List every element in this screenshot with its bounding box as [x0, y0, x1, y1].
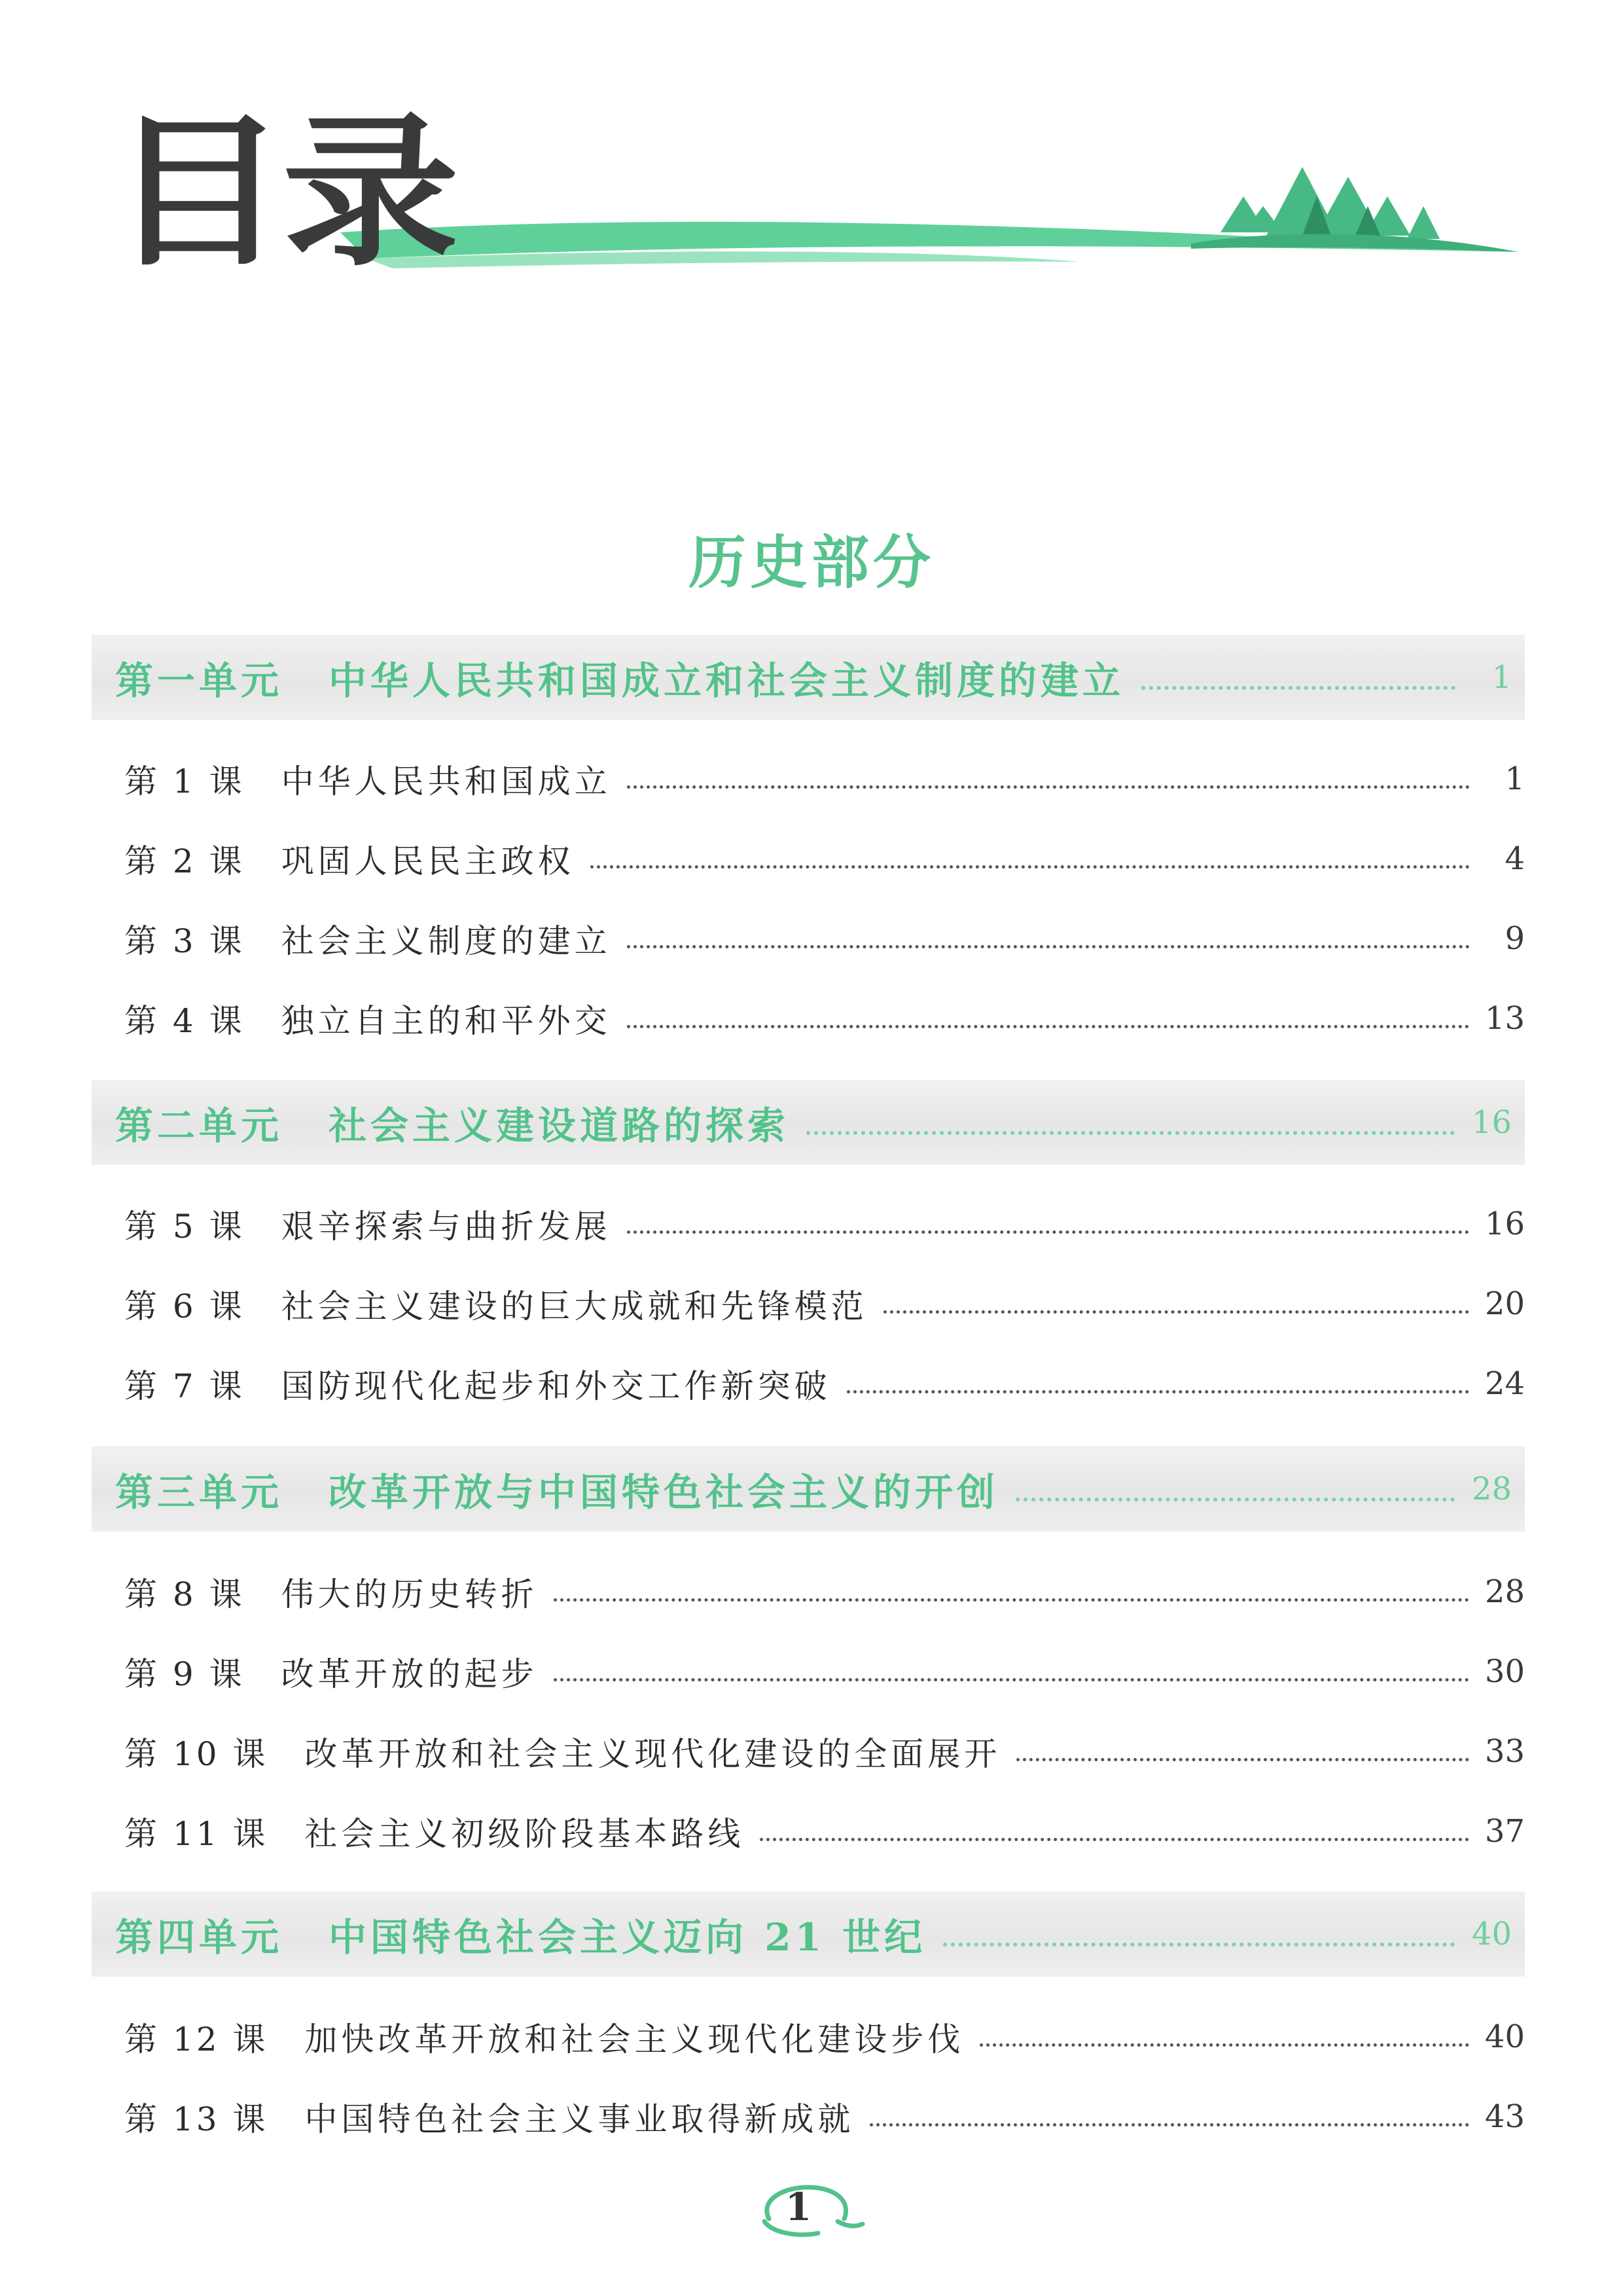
lesson-page-number: 1: [1505, 761, 1525, 797]
lesson-number: 第 3 课: [124, 922, 245, 960]
lesson-title: 改革开放的起步: [281, 1655, 538, 1693]
lesson-title: 独立自主的和平外交: [281, 1002, 611, 1040]
dot-leader: [870, 2123, 1469, 2126]
lesson-title: 加快改革开放和社会主义现代化建设步伐: [304, 2020, 965, 2058]
dot-leader: [760, 1838, 1469, 1841]
toc-lesson[interactable]: [124, 1645, 1525, 1698]
unit-title: 改革开放与中国特色社会主义的开创: [329, 1470, 999, 1515]
lesson-page-number: 13: [1484, 1000, 1525, 1037]
lesson-number: 第 9 课: [124, 1655, 245, 1693]
unit-title: 社会主义建设道路的探索: [329, 1103, 790, 1148]
lesson-page-number: 28: [1484, 1573, 1525, 1610]
toc-lesson[interactable]: [124, 1278, 1525, 1330]
page-title: 目录: [110, 98, 455, 288]
lesson-page-number: 9: [1505, 920, 1525, 957]
lesson-number: 第 12 课: [124, 2020, 268, 2058]
toc-unit[interactable]: [92, 1080, 1525, 1165]
dot-leader: [1141, 686, 1455, 690]
lesson-title: 社会主义建设的巨大成就和先锋模范: [281, 1287, 868, 1325]
unit-number: 第一单元: [115, 658, 283, 703]
page-number-badge: [746, 2173, 870, 2245]
unit-page-number: 28: [1471, 1471, 1512, 1507]
dot-leader: [806, 1131, 1455, 1135]
lesson-page-number: 24: [1484, 1365, 1525, 1402]
dot-leader: [1016, 1758, 1469, 1761]
dot-leader: [627, 945, 1470, 948]
dot-leader: [627, 1025, 1469, 1028]
lesson-page-number: 40: [1484, 2018, 1525, 2055]
toc-lesson[interactable]: [124, 1198, 1525, 1250]
dot-leader: [554, 1678, 1469, 1681]
lesson-title: 巩固人民民主政权: [281, 842, 575, 880]
dot-leader: [590, 865, 1470, 869]
lesson-number: 第 4 课: [124, 1002, 245, 1040]
lesson-number: 第 6 课: [124, 1287, 245, 1325]
lesson-title: 改革开放和社会主义现代化建设的全面展开: [304, 1735, 1001, 1773]
toc-unit[interactable]: [92, 1446, 1525, 1532]
lesson-page-number: 30: [1484, 1653, 1525, 1690]
dot-leader: [627, 785, 1470, 789]
toc-lesson[interactable]: [124, 992, 1525, 1045]
lesson-number: 第 8 课: [124, 1575, 245, 1613]
toc-lesson[interactable]: [124, 1805, 1525, 1857]
dot-leader: [1016, 1498, 1455, 1501]
dot-leader: [883, 1310, 1469, 1314]
lesson-page-number: 16: [1484, 1206, 1525, 1242]
dot-leader: [847, 1390, 1469, 1393]
lesson-number: 第 13 课: [124, 2100, 268, 2138]
lesson-title: 中华人民共和国成立: [281, 762, 611, 800]
toc-lesson[interactable]: [124, 1566, 1525, 1618]
lesson-title: 社会主义制度的建立: [281, 922, 611, 960]
lesson-number: 第 10 课: [124, 1735, 268, 1773]
lesson-number: 第 2 课: [124, 842, 245, 880]
toc-lesson[interactable]: [124, 2090, 1525, 2143]
page-number: 1: [785, 2185, 812, 2229]
unit-page-number: 1: [1491, 659, 1512, 696]
lesson-page-number: 37: [1484, 1813, 1525, 1850]
lesson-title: 中国特色社会主义事业取得新成就: [304, 2100, 855, 2138]
dot-leader: [943, 1943, 1455, 1946]
unit-number: 第三单元: [115, 1470, 283, 1515]
lesson-number: 第 5 课: [124, 1208, 245, 1246]
toc-unit[interactable]: [92, 635, 1525, 720]
lesson-title: 国防现代化起步和外交工作新突破: [281, 1367, 831, 1405]
dot-leader: [980, 2043, 1469, 2047]
lesson-page-number: 20: [1484, 1285, 1525, 1322]
lesson-page-number: 4: [1505, 840, 1525, 877]
unit-title: 中华人民共和国成立和社会主义制度的建立: [329, 658, 1125, 703]
unit-number: 第二单元: [115, 1103, 283, 1148]
toc-lesson[interactable]: [124, 1357, 1525, 1410]
unit-page-number: 40: [1471, 1916, 1512, 1952]
lesson-title: 社会主义初级阶段基本路线: [304, 1815, 745, 1853]
dot-leader: [554, 1598, 1469, 1602]
dot-leader: [627, 1230, 1469, 1234]
lesson-number: 第 1 课: [124, 762, 245, 800]
lesson-page-number: 33: [1484, 1733, 1525, 1770]
toc-lesson[interactable]: [124, 833, 1525, 885]
toc-lesson[interactable]: [124, 2011, 1525, 2063]
unit-page-number: 16: [1471, 1104, 1512, 1141]
lesson-title: 艰辛探索与曲折发展: [281, 1208, 611, 1246]
toc-lesson[interactable]: [124, 1725, 1525, 1778]
section-title: 历史部分: [688, 528, 935, 596]
lesson-page-number: 43: [1484, 2098, 1525, 2135]
toc-lesson[interactable]: [124, 912, 1525, 965]
page-header: [0, 0, 1623, 301]
lesson-number: 第 11 课: [124, 1815, 268, 1853]
unit-title: 中国特色社会主义迈向 21 世纪: [329, 1915, 927, 1960]
lesson-title: 伟大的历史转折: [281, 1575, 538, 1613]
toc-lesson[interactable]: [124, 753, 1525, 805]
toc-unit[interactable]: [92, 1892, 1525, 1977]
unit-number: 第四单元: [115, 1915, 283, 1960]
lesson-number: 第 7 课: [124, 1367, 245, 1405]
